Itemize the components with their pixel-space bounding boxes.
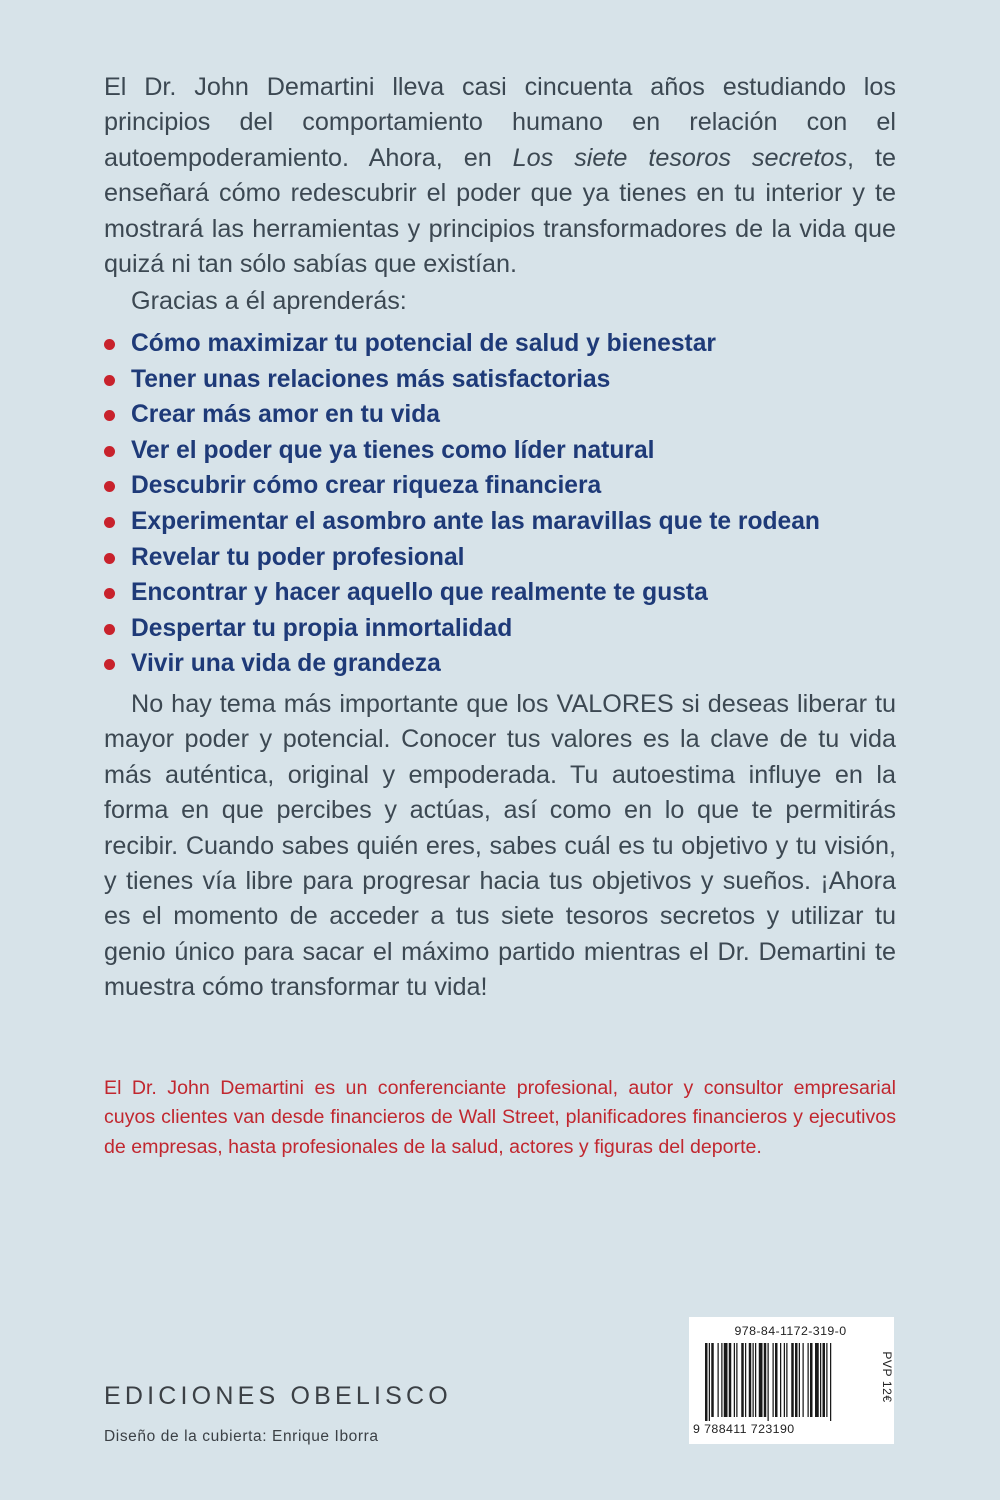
barcode-bar [795,1343,798,1417]
list-item-text: Cómo maximizar tu potencial de salud y bienestar [131,330,716,357]
list-item [104,540,904,576]
barcode-bar [734,1343,735,1417]
list-item-text: Revelar tu poder profesional [131,543,465,571]
bullet-dot-icon [104,517,115,528]
barcode-bar [820,1343,821,1417]
barcode-bar [775,1343,778,1417]
author-bio: El Dr. John Demartini es un conferenciante profesional, autor y consultor empresarial cuyos clientes van desde financieros de Wall Street, planificadores financieros y ejecutivos de empresas, hasta profesionales de la salud, actores y figuras del deporte. [104,1077,896,1158]
bullet-dot-icon [104,481,115,492]
barcode-bar [803,1343,804,1417]
barcode-bar [784,1343,785,1417]
list-item-text: Experimentar el asombro ante las maravillas que te rodean [131,507,820,535]
values-paragraph: No hay tema más importante que los VALORES si deseas liberar tu mayor poder y potencial. Conocer tus valores es la clave de tu vida más auténtica, original y empoderada. Tu autoestima influye en la forma en que percibes y actúas, así como en lo que te permitirás recibir. Cuando sabes quién eres, sabes cuál es tu objetivo y tu visión, y tienes vía libre para progresar hacia tus objetivos y sueños. ¡Ahora es el momento de acceder a tus siete tesoros secretos y utilizar tu genio único para sacar el máximo partido mientras el Dr. Demartini te muestra cómo transformar tu vida! [104,690,896,1002]
list-item-text: Vivir una vida de grandeza [131,650,441,678]
list-item-text: Crear más amor en tu vida [131,401,440,429]
barcode-bar [823,1343,826,1417]
list-item [104,326,904,362]
barcode-icon [703,1343,879,1421]
list-item [104,504,904,540]
barcode-bar [753,1343,754,1417]
barcode-bar [718,1343,719,1417]
barcode-bar [791,1343,794,1417]
bullet-dot-icon [104,446,115,457]
barcode-bar [729,1343,732,1417]
barcode-bar [736,1343,737,1417]
list-item [104,575,904,611]
barcode-bar [749,1343,752,1417]
barcode-bar [808,1343,809,1417]
benefits-list [104,326,904,682]
bullet-dot-icon [104,375,115,386]
bullet-dot-icon [104,339,115,350]
barcode-bar [745,1343,746,1417]
bullet-dot-icon [104,624,115,635]
barcode-bar [711,1343,714,1417]
barcode-bar [826,1343,827,1417]
book-title: Los siete tesoros secretos [512,143,848,172]
list-item [104,468,904,504]
bullets-lead-in: Gracias a él aprenderás: [131,287,407,315]
barcode-bar [780,1343,781,1417]
intro-text-start: El Dr. John Demartini lleva casi cincuenta años estudiando los principios del comportamiento humano en relación con el autoempoderamiento. Ahora, en [104,73,896,172]
barcode-bar [810,1343,813,1417]
list-item-text: Encontrar y hacer aquello que realmente te gusta [131,579,708,607]
list-item [104,397,904,433]
bullet-dot-icon [104,410,115,421]
list-item-text: Descubrir cómo crear riqueza financiera [131,472,602,500]
barcode-digits: 9 788411 723190 [693,1422,795,1436]
barcode-bar [768,1343,769,1421]
barcode-bar [764,1343,767,1417]
barcode-bar [705,1343,708,1421]
barcode-bar [741,1343,744,1417]
isbn-number: 978-84-1172-319-0 [734,1324,847,1338]
cover-design-credit: Diseño de la cubierta: Enrique Iborra [104,1428,379,1445]
barcode-bar [759,1343,763,1417]
barcode-bar [773,1343,774,1417]
barcode-bar [724,1343,728,1417]
list-item-text: Despertar tu propia inmortalidad [131,614,513,642]
barcode-label [689,1317,894,1444]
list-item-text: Ver el poder que ya tienes como líder natural [131,436,655,464]
list-item [104,611,904,647]
publisher-name: EDICIONES OBELISCO [104,1382,452,1410]
bullet-dot-icon [104,588,115,599]
intro-paragraph [104,70,896,282]
barcode-bar [709,1343,710,1421]
barcode-bar [815,1343,819,1417]
bullet-dot-icon [104,553,115,564]
barcode-bar [799,1343,800,1417]
list-item [104,362,904,398]
barcode-bar [755,1343,756,1417]
intro-text-end: , te enseñará cómo redescubrir el poder que ya tienes en tu interior y te mostrará las herramientas y principios transformadores de la vida que quizá ni tan sólo sabías que existían. [104,143,896,279]
barcode-bar [830,1343,831,1421]
price-label: PVP 12€ [880,1351,894,1403]
barcode-bar [786,1343,787,1417]
barcode-bar [721,1343,722,1417]
list-item [104,433,904,469]
bullet-dot-icon [104,659,115,670]
list-item-text: Tener unas relaciones más satisfactorias [131,365,611,393]
list-item [104,646,904,682]
